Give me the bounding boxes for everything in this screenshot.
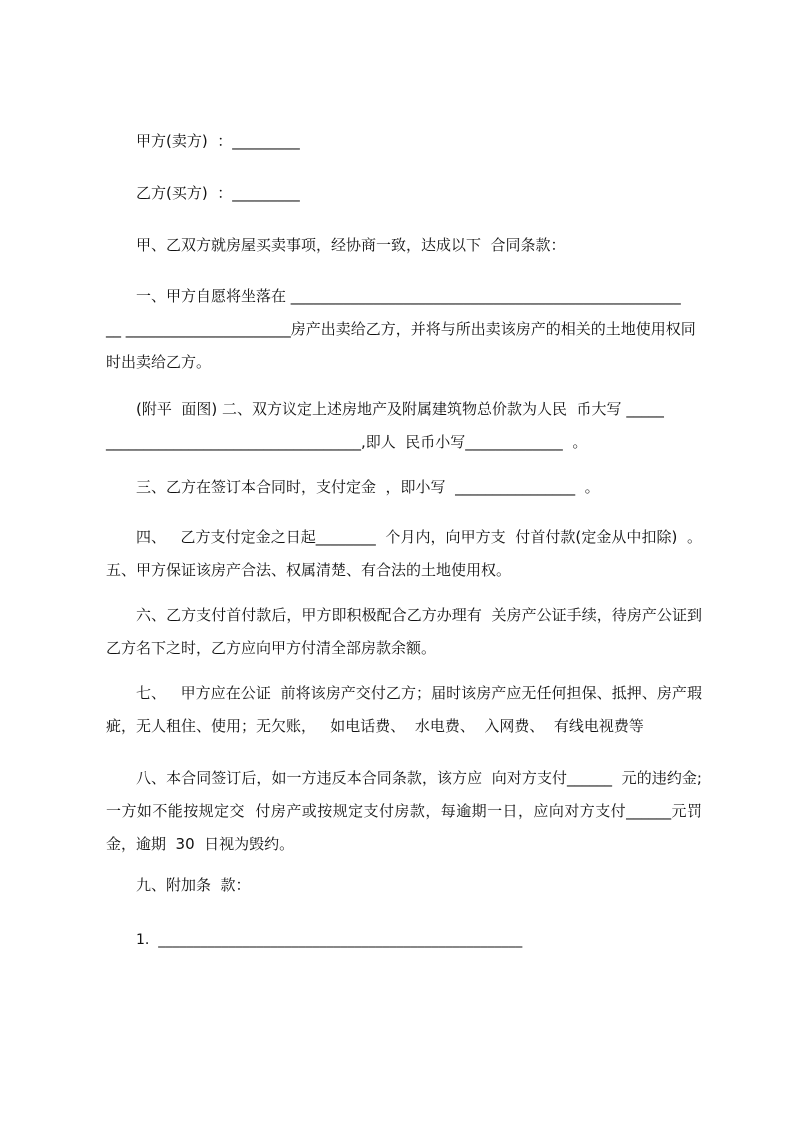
clause-2: (附平 面图) 二、双方议定上述房地产及附属建筑物总价款为人民 币大写 _____ __________________________________,即人 民币小写_____________ 。: [106, 400, 664, 451]
intro-paragraph: 甲、乙双方就房屋买卖事项，经协商一致，达成以下 合同条款：: [136, 236, 566, 254]
additional-item-1: 1. ____________________________________________________: [136, 932, 523, 948]
clause-1: 一、甲方自愿将坐落在 ____________________________________________________ __ ______________________房产出卖给乙方，并将与所出卖该房产的相关的土地使用权同时出卖给乙方。: [106, 287, 696, 371]
clause-7: 七、 甲方应在公证 前将该房产交付乙方；届时该房产应无任何担保、抵押、房产瑕疵，无人租住、使用；无欠账， 如电话费、 水电费、 入网费、 有线电视费等: [106, 684, 702, 735]
clause-3: 三、乙方在签订本合同时，支付定金 ，即小写 ________________ 。: [136, 478, 600, 496]
party-b-line: 乙方(买方) ：_________: [136, 184, 300, 202]
clause-8: 八、本合同签订后，如一方违反本合同条款，该方应 向对方支付______ 元的违约金;一方如不能按规定交 付房产或按规定支付房款，每逾期一日，应向对方支付______元罚金，逾期 30 日视为毁约。: [106, 769, 702, 853]
clause-6: 六、乙方支付首付款后，甲方即积极配合乙方办理有 关房产公证手续，待房产公证到乙方名下之时，乙方应向甲方付清全部房款余额。: [106, 606, 702, 657]
clause-4-5: 四、 乙方支付定金之日起________ 个月内，向甲方支 付首付款(定金从中扣除) 。 五、甲方保证该房产合法、权属清楚、有合法的土地使用权。: [106, 528, 707, 579]
party-a-line: 甲方(卖方) ：_________: [136, 132, 300, 150]
clause-9-heading: 九、附加条 款：: [136, 876, 251, 894]
